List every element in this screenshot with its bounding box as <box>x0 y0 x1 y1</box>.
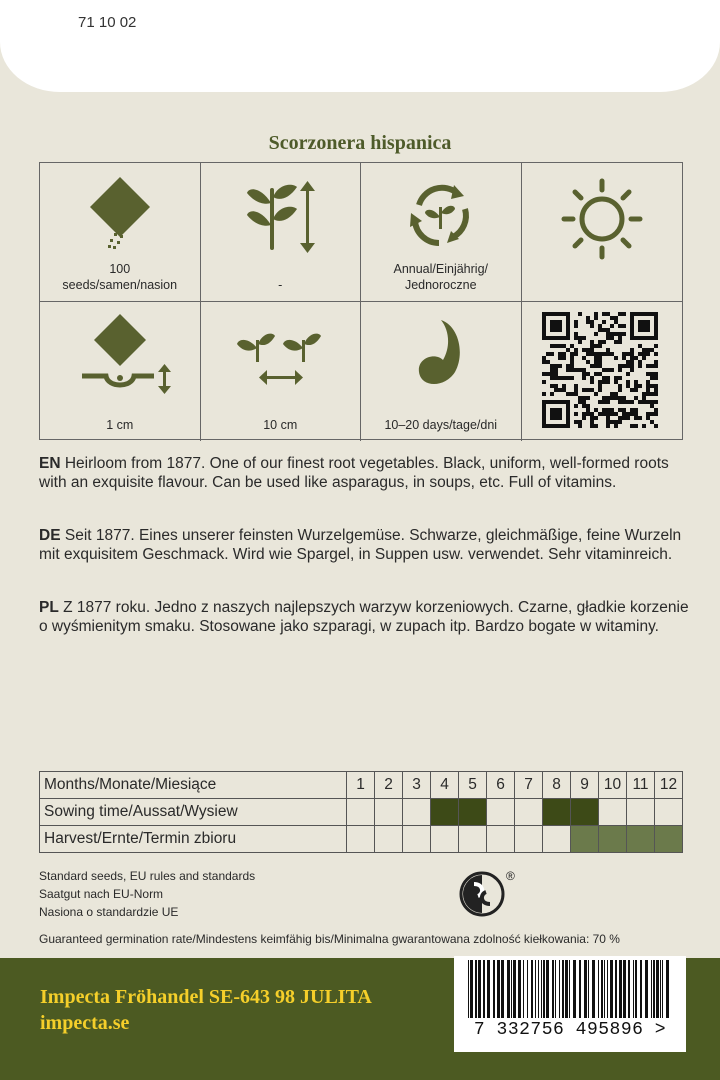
description-en-text: Heirloom from 1877. One of our finest root vegetables. Black, uniform, well-formed roots with an exquisite flavour. Can be used like asparagus, in soups, etc. Full of vitamins. <box>39 455 669 491</box>
sowing-month-1 <box>347 799 375 826</box>
website-link[interactable]: impecta.se <box>40 1012 130 1034</box>
annual-cycle-icon <box>361 163 521 263</box>
sowing-month-12 <box>655 799 683 826</box>
harvest-month-7 <box>515 826 543 853</box>
harvest-month-2 <box>375 826 403 853</box>
registered-mark: ® <box>506 869 515 883</box>
sowing-month-2 <box>375 799 403 826</box>
lifecycle-cell <box>361 163 522 302</box>
sowing-month-11 <box>627 799 655 826</box>
sowing-month-3 <box>403 799 431 826</box>
month-11: 11 <box>627 772 655 799</box>
harvest-month-6 <box>487 826 515 853</box>
qr-code-icon[interactable] <box>522 302 682 441</box>
month-3: 3 <box>403 772 431 799</box>
harvest-month-9 <box>571 826 599 853</box>
month-6: 6 <box>487 772 515 799</box>
sowing-month-10 <box>599 799 627 826</box>
description-de-text: Seit 1877. Eines unserer feinsten Wurzelgemüse. Schwarze, gleichmäßige, feine Wurzeln mit exquisitem Geschmack. Wird wie Spargel, in Suppen usw. verwendet. Sehr vitaminreich. <box>39 527 682 563</box>
month-12: 12 <box>655 772 683 799</box>
full-sun-icon <box>522 163 682 273</box>
month-2: 2 <box>375 772 403 799</box>
month-8: 8 <box>543 772 571 799</box>
growing-calendar <box>39 771 683 853</box>
plant-height-cell <box>201 163 362 302</box>
sowing-month-6 <box>487 799 515 826</box>
sun-cell <box>522 163 683 302</box>
lang-code-de: DE <box>39 527 61 544</box>
seed-count-cell <box>40 163 201 302</box>
sowing-month-4 <box>431 799 459 826</box>
sowing-label: Sowing time/Aussat/Wysiew <box>40 799 347 826</box>
month-7: 7 <box>515 772 543 799</box>
harvest-month-12 <box>655 826 683 853</box>
harvest-month-11 <box>627 826 655 853</box>
harvest-month-4 <box>431 826 459 853</box>
months-row <box>40 772 683 799</box>
sowing-month-5 <box>459 799 487 826</box>
recycling-green-dot-icon <box>454 866 524 926</box>
months-label: Months/Monate/Miesiące <box>40 772 347 799</box>
barcode-number: 7 332756 495896 > <box>454 1020 686 1040</box>
month-4: 4 <box>431 772 459 799</box>
germination-label: 10–20 days/tage/dni <box>384 418 498 432</box>
qr-cell <box>522 302 683 441</box>
standard-en: Standard seeds, EU rules and standards <box>39 869 256 883</box>
harvest-month-10 <box>599 826 627 853</box>
lang-code-pl: PL <box>39 599 59 616</box>
plant-spacing-cell <box>201 302 362 441</box>
sowing-depth-label: 1 cm <box>106 418 134 432</box>
lang-code-en: EN <box>39 455 61 472</box>
article-number: 71 10 02 <box>78 14 137 31</box>
sowing-month-7 <box>515 799 543 826</box>
sowing-depth-cell <box>40 302 201 441</box>
month-1: 1 <box>347 772 375 799</box>
harvest-month-1 <box>347 826 375 853</box>
description-en <box>39 454 689 492</box>
description-pl-text: Z 1877 roku. Jedno z naszych najlepszych warzyw korzeniowych. Czarne, gładkie korzenie o wyśmienitym smaku. Stosowane jako szparagi, w zupach itp. Bardzo bogate w witaminy. <box>39 599 689 635</box>
harvest-month-3 <box>403 826 431 853</box>
icon-grid <box>39 162 683 440</box>
plant-height-icon <box>201 163 361 273</box>
sowing-month-9 <box>571 799 599 826</box>
barcode-bars <box>454 956 686 1020</box>
company-address: Impecta Fröhandel SE-643 98 JULITA <box>40 986 372 1008</box>
sowing-month-8 <box>543 799 571 826</box>
sowing-row <box>40 799 683 826</box>
description-de <box>39 526 689 564</box>
sowing-depth-icon <box>40 302 200 412</box>
harvest-month-5 <box>459 826 487 853</box>
harvest-row <box>40 826 683 853</box>
seed-standards <box>39 867 255 921</box>
germination-seed-icon <box>361 302 521 412</box>
seed-count-label: 100 seeds/samen/nasion <box>62 262 178 292</box>
month-5: 5 <box>459 772 487 799</box>
harvest-label: Harvest/Ernte/Termin zbioru <box>40 826 347 853</box>
species-name: Scorzonera hispanica <box>268 132 452 154</box>
plant-spacing-label: 10 cm <box>263 418 298 432</box>
plant-height-label: - <box>278 278 283 292</box>
month-10: 10 <box>599 772 627 799</box>
standard-pl: Nasiona o standardzie UE <box>39 905 179 919</box>
plant-spacing-icon <box>201 302 361 412</box>
description-pl <box>39 598 689 636</box>
germination-rate: Guaranteed germination rate/Mindestens keimfähig bis/Minimalna gwarantowana zdolność kiełkowania: 70 % <box>39 932 620 946</box>
harvest-month-8 <box>543 826 571 853</box>
germination-cell <box>361 302 522 441</box>
seed-packet-icon <box>40 163 200 263</box>
lifecycle-label: Annual/Einjährig/ Jednoroczne <box>393 262 488 292</box>
month-9: 9 <box>571 772 599 799</box>
standard-de: Saatgut nach EU-Norm <box>39 887 164 901</box>
